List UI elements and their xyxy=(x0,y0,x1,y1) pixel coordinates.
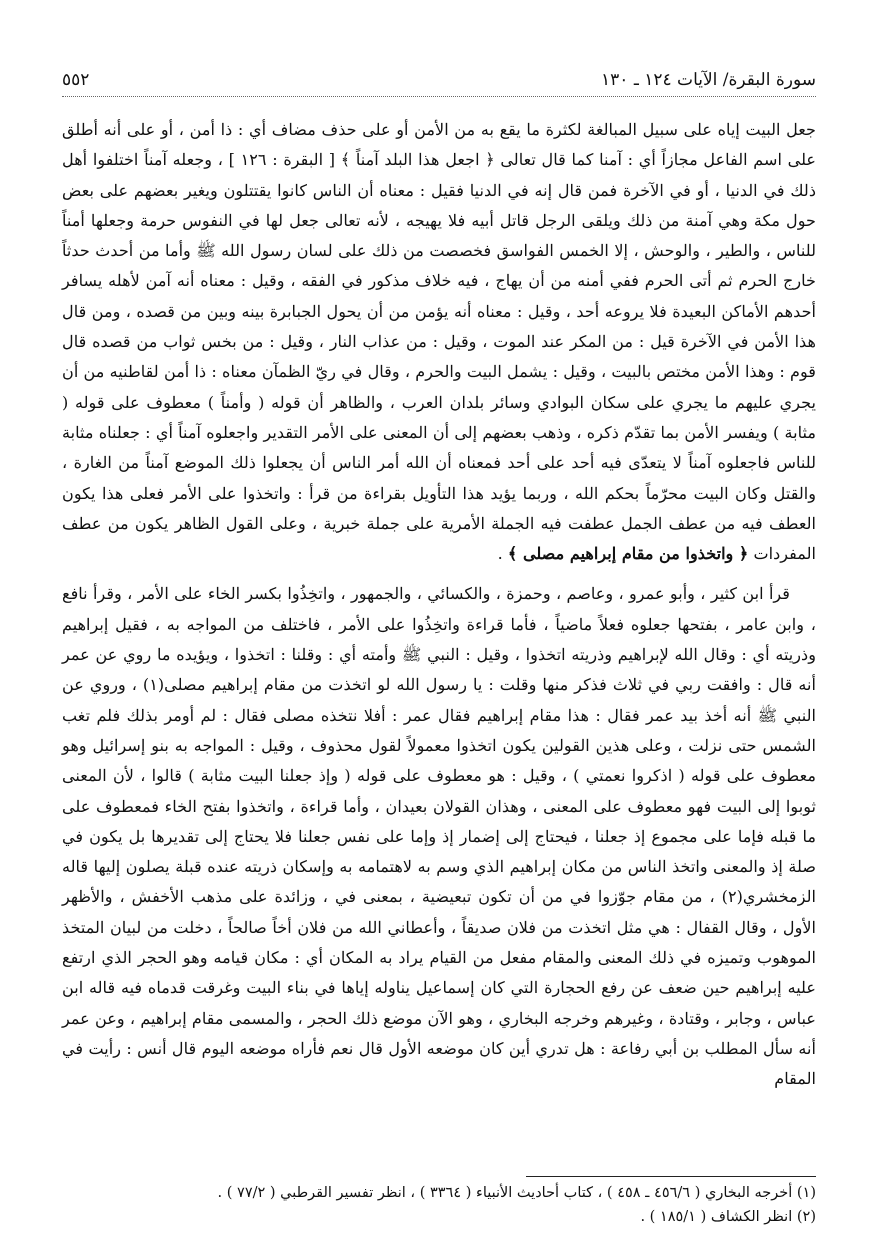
running-header xyxy=(62,70,816,97)
paragraph-1 xyxy=(62,115,816,569)
quran-verse: ﴿ واتخذوا من مقام إبراهيم مصلى ﴾ xyxy=(507,544,749,564)
main-text xyxy=(62,115,816,1095)
running-title: سورة البقرة/ الآيات ١٢٤ ـ ١٣٠ xyxy=(601,70,816,90)
footnote-1: (١) أخرجه البخاري ( ٤٥٦/٦ ـ ٤٥٨ ) ، كتاب أحاديث الأنبياء ( ٣٣٦٤ ) ، انظر تفسير القرطبي ( ٧٧/٢ ) . xyxy=(217,1185,816,1201)
paragraph-1-end: . xyxy=(497,544,508,564)
page xyxy=(62,70,816,1095)
paragraph-2: قرأ ابن كثير ، وأبو عمرو ، وعاصم ، وحمزة ، والكسائي ، والجمهور ، واتخِذُوا بكسر الخاء على الأمر ، وقرأ نافع ، وابن عامر ، بفتحها جعلوه فعلاً ماضياً ، فأما قراءة واتخِذُوا على الأمر ، فاختلف من المواجه به ، فقيل إبراهيم وذريته أي : وقال الله لإبراهيم وذريته اتخذوا ، وقيل : النبي ﷺ وأمته أي : وقلنا : اتخذوا ، ويؤيده ما روي عن عمر أنه قال : وافقت ربي في ثلاث فذكر منها وقلت : يا رسول الله لو اتخذت من مقام إبراهيم مصلى(١) ، وروي عن النبي ﷺ أنه أخذ بيد عمر فقال : هذا مقام إبراهيم فقال عمر : أفلا نتخذه مصلى فقال : لم أومر بذلك فلم تغب الشمس حتى نزلت ، وعلى هذين القولين يكون اتخذوا معمولاً لقول محذوف ، وقيل : المواجه به بنو إسرائيل وهو معطوف على قوله ( اذكروا نعمتي ) ، وقيل : هو معطوف على قوله ( وإذ جعلنا البيت مثابة ) قالوا ، لأن المعنى ثوبوا إلى البيت فهو معطوف على المعنى ، وهذان القولان بعيدان ، وأما قراءة ، واتخذوا بفتح الخاء فمعطوف على ما قبله فإما على مجموع إذ جعلنا ، فيحتاج إلى إضمار إذ وإما على نفس جعلنا فلا يحتاج إلى تقديرها بل يكون في صلة إذ والمعنى واتخذ الناس من مكان إبراهيم الذي وسم به لاهتمامه به وإسكان ذريته عنده قبلة يصلون إليها قاله الزمخشري(٢) ، من مقام جوّزوا في من أن تكون تبعيضية ، بمعنى في ، وزائدة على مذهب الأخفش ، والأظهر الأول ، وقال القفال : هي مثل اتخذت من فلان صديقاً ، وأعطاني الله من فلان أخاً صالحاً ، دخلت من لبيان المتخذ الموهوب وتميزه في ذلك المعنى والمقام مفعل من القيام يراد به المكان أي : مكان قيامه وهو الحجر الذي ارتفع عليه إبراهيم حين ضعف عن رفع الحجارة التي كان إسماعيل يناوله إياها في بناء البيت وغرقت قدماه فيه قاله ابن عباس ، وجابر ، وقتادة ، وغيرهم وخرجه البخاري ، وهو الآن موضع ذلك الحجر ، والمسمى مقام إبراهيم ، وعن عمر أنه سأل المطلب بن أبي رفاعة : هل تدري أين كان موضعه الأول قال نعم فأراه موضعه اليوم قال أنس : رأيت في المقام xyxy=(62,584,816,1089)
paragraph-1-text: جعل البيت إياه على سبيل المبالغة لكثرة ما يقع به من الأمن أو على حذف مضاف أي : ذا أمن ، أو على أنه أطلق على اسم الفاعل مجازاً أي : آمنا كما قال تعالى ﴿ اجعل هذا البلد آمناً ﴾ [ البقرة : ١٢٦ ] ، وجعله آمناً اختلفوا أهل ذلك في الدنيا ، أو في الآخرة فمن قال إنه في الدنيا فقيل : معناه أن الناس كانوا يقتتلون ويغير بعضهم على بعض حول مكة وهي آمنة من ذلك ويلقى الرجل قاتل أبيه فلا يهيجه ، لأنه تعالى جعل لها في النفوس حرمة وجعلها أمناً للناس ، والطير ، والوحش ، إلا الخمس الفواسق فخصصت من ذلك على لسان رسول الله ﷺ وأما من أحدث حدثاً خارج الحرم ثم أتى الحرم ففي أمنه من أن يهاج ، فيه خلاف مذكور في الفقه ، وقيل : معناه أنه آمن لأهله يسافر أحدهم الأماكن البعيدة فلا يروعه أحد ، وقيل : معناه أنه يؤمن من أن يحول الجبابرة بينه وبين من قصده ، ومن قال هذا الأمن في الآخرة قيل : من المكر عند الموت ، وقيل : من عذاب النار ، وقيل : من بخس ثواب من قصده قال قوم : وهذا الأمن مختص بالبيت ، وقيل : يشمل البيت والحرم ، وقال في ريّ الظمآن معناه : ذا أمن لقاطنيه من أن يجري عليهم ما يجري على سكان البوادي وسائر بلدان العرب ، والظاهر أن قوله ( وأمناً ) معطوف على قوله ( مثابة ) ويفسر الأمن بما تقدّم ذكره ، وذهب بعضهم إلى أن المعنى على الأمر التقدير واجعلوه آمناً أي : جعلناه مثابة للناس فاجعلوه آمناً لا يتعدّى فيه أحد على أحد فمعناه أن الله أمر الناس أن يجعلوا ذلك الموضع آمناً من الغارة ، والقتل وكان البيت محرّماً بحكم الله ، وربما يؤيد هذا التأويل بقراءة من قرأ : واتخذوا على الأمر فعلى هذا يكون العطف فيه من عطف الجمل عطفت فيه الجملة الأمرية على جملة خبرية ، وعلى القول الظاهر يكون من عطف المفردات xyxy=(62,120,816,564)
page-number: ٥٥٢ xyxy=(62,70,90,90)
footnotes xyxy=(62,1176,816,1229)
footnote-2: (٢) انظر الكشاف ( ١٨٥/١ ) . xyxy=(640,1209,816,1225)
footnote-divider xyxy=(526,1176,816,1177)
